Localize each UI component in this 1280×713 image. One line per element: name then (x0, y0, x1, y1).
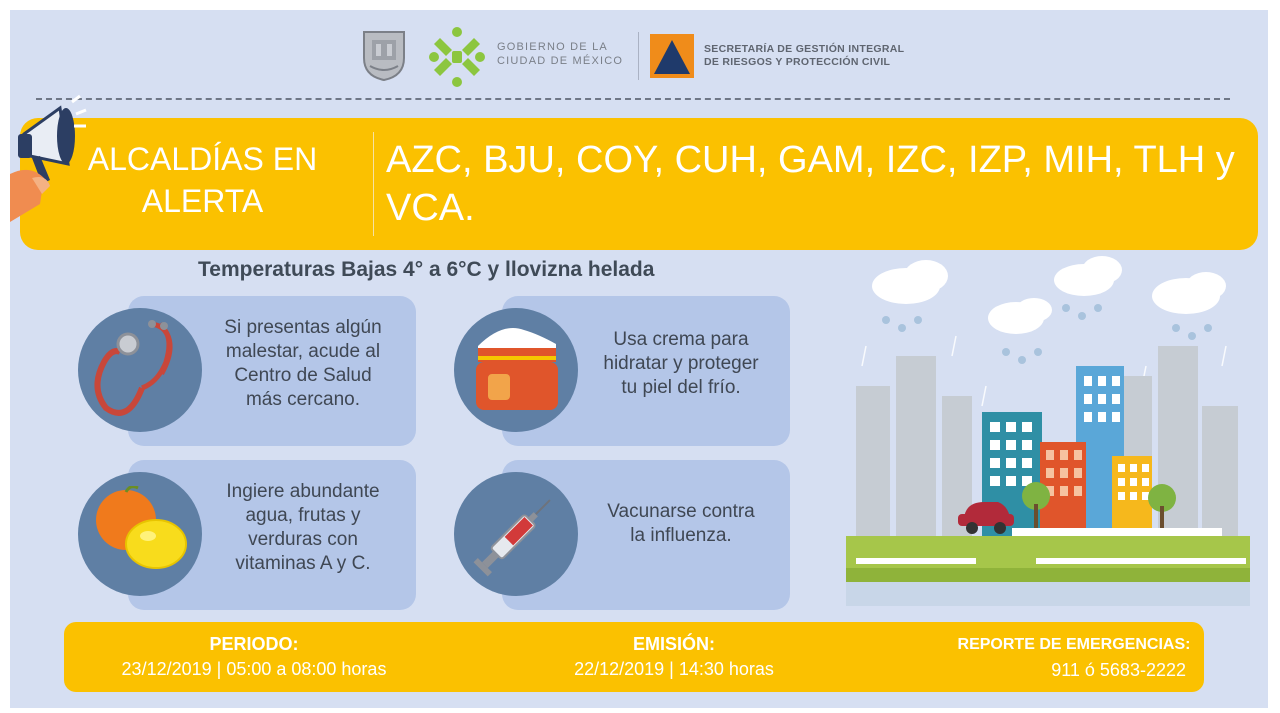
emision-block (504, 622, 844, 680)
alert-label-line-1: ALCALDÍAS EN (87, 141, 318, 177)
subtitle: Temperaturas Bajas 4° a 6°C y llovizna helada (198, 258, 655, 281)
tip-vaccine-line-1: Vacunarse contra (607, 501, 755, 522)
periodo-value: 23/12/2019 | 05:00 a 08:00 horas (121, 659, 387, 679)
tip-fruits-line-2: agua, frutas y (245, 505, 361, 526)
secretaria-text (704, 43, 904, 69)
tip-cream-line-2: hidratar y proteger (603, 353, 759, 374)
sgirpc-logo-icon (650, 34, 694, 78)
alcaldias-line-2: VCA. (386, 187, 475, 229)
alcaldias-line-1: AZC, BJU, COY, CUH, GAM, IZC, IZP, MIH, TLH y (386, 139, 1235, 181)
tip-vaccine-line-2: la influenza. (630, 525, 732, 546)
tip-fruits-line-1: Ingiere abundante (226, 481, 380, 502)
tip-cream-line-1: Usa crema para (613, 329, 749, 350)
secretaria-line-1: SECRETARÍA DE GESTIÓN INTEGRAL (704, 43, 905, 55)
footer-bar (64, 622, 1204, 692)
alert-label (75, 138, 330, 222)
coat-of-arms-icon (360, 28, 408, 82)
secretaria-line-2: DE RIESGOS Y PROTECCIÓN CIVIL (704, 56, 891, 68)
dashed-divider (36, 98, 1230, 100)
gov-line-2: CIUDAD DE MÉXICO (497, 55, 624, 67)
reporte-value: 911 ó 5683-2222 (1051, 660, 1186, 680)
gov-cdmx-text (497, 40, 623, 68)
banner-separator (373, 132, 374, 236)
cream-jar-icon (472, 322, 562, 412)
tip-health-line-4: más cercano. (245, 389, 361, 410)
tip-fruits-line-3: verduras con (248, 529, 358, 550)
alert-infographic (10, 10, 1268, 708)
header (10, 10, 1268, 100)
tip-text-fruits (198, 480, 408, 576)
rainy-city-illustration (846, 256, 1250, 606)
header-divider (638, 32, 639, 80)
tip-fruits-line-4: vitaminas A y C. (235, 553, 371, 574)
stethoscope-icon (92, 318, 182, 428)
syringe-icon (466, 484, 566, 584)
alcaldias-list (386, 136, 1246, 232)
tip-text-cream (576, 328, 786, 400)
tip-text-vaccine (576, 500, 786, 548)
tip-health-line-3: Centro de Salud (234, 365, 372, 386)
periodo-block (64, 622, 444, 680)
alert-banner (20, 118, 1258, 250)
reporte-label: REPORTE DE EMERGENCIAS: (957, 636, 1191, 653)
cdmx-logo-icon (428, 24, 486, 90)
periodo-label: PERIODO: (209, 634, 299, 654)
tip-text-health (198, 316, 408, 412)
tip-cream-line-3: tu piel del frío. (621, 377, 741, 398)
alert-label-line-2: ALERTA (141, 183, 264, 219)
fruits-icon (90, 486, 190, 576)
reporte-block (944, 622, 1204, 681)
emision-value: 22/12/2019 | 14:30 horas (574, 659, 774, 679)
tip-health-line-1: Si presentas algún (224, 317, 382, 338)
tip-health-line-2: malestar, acude al (225, 341, 381, 362)
gov-line-1: GOBIERNO DE LA (497, 41, 608, 53)
emision-label: EMISIÓN: (632, 634, 715, 654)
megaphone-icon (10, 94, 102, 236)
